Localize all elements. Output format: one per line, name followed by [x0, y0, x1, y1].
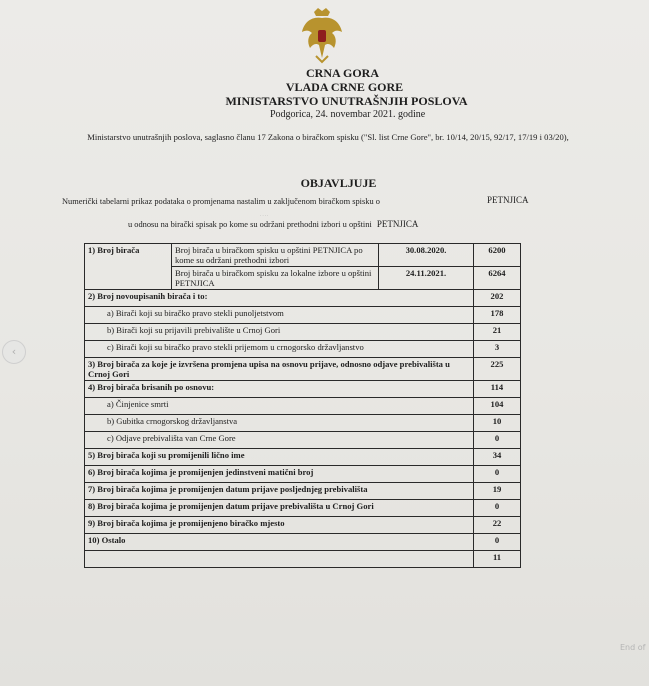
row-4b-label: b) Gubitka crnogorskog državljanstva [85, 415, 474, 432]
row-4a-value: 104 [474, 398, 521, 415]
row-1-date-2: 24.11.2021. [379, 267, 474, 290]
description-line-2: u odnosu na birački spisak po kome su održani prethodni izbori u opštini PETNJICA [128, 219, 419, 229]
row-8-value: 0 [474, 500, 521, 517]
row-2-label: 2) Broj novoupisanih birača i to: [85, 290, 474, 307]
coat-of-arms-icon [300, 6, 344, 64]
row-11-value: 11 [474, 551, 521, 568]
row-3-label: 3) Broj birača za koje je izvršena promjena upisa na osnovu prijave, odnosno odjave prebivališta u Crnoj Gori [85, 358, 474, 381]
row-1-date-1: 30.08.2020. [379, 244, 474, 267]
row-4-value: 114 [474, 381, 521, 398]
country-heading: CRNA GORA [305, 66, 379, 80]
row-5-value: 34 [474, 449, 521, 466]
row-2-value: 202 [474, 290, 521, 307]
document-title: OBJAVLJUJE [300, 176, 377, 190]
row-6-value: 0 [474, 466, 521, 483]
row-11-label [85, 551, 474, 568]
row-1-value-2: 6264 [474, 267, 521, 290]
row-10-label: 10) Ostalo [85, 534, 474, 551]
row-4-label: 4) Broj birača brisanih po osnovu: [85, 381, 474, 398]
row-2c-label: c) Birači koji su biračko pravo stekli prijemom u crnogorsko državljanstvo [85, 341, 474, 358]
row-4a-label: a) Činjenice smrti [85, 398, 474, 415]
row-7-value: 19 [474, 483, 521, 500]
row-1-value-1: 6200 [474, 244, 521, 267]
row-4c-value: 0 [474, 432, 521, 449]
row-5-label: 5) Broj birača koji su promijenili lično ime [85, 449, 474, 466]
intro-paragraph: Ministarstvo unutrašnjih poslova, saglasno članu 17 Zakona o biračkom spisku ("Sl. list Crne Gore", br. 10/14, 20/15, 92/17, 17/19 i 03/20), [87, 132, 569, 142]
end-of-document-label: End of [620, 643, 646, 652]
row-2b-label: b) Birači koji su prijavili prebivalište u Crnoj Gori [85, 324, 474, 341]
row-1-sub-1: Broj birača u biračkom spisku u opštini PETNJICA po kome su održani prethodni izbori [172, 244, 379, 267]
row-9-label: 9) Broj birača kojima je promijenjeno biračko mjesto [85, 517, 474, 534]
municipality-name-2: PETNJICA [376, 219, 419, 229]
row-1-label: 1) Broj birača [85, 244, 172, 290]
voter-statistics-table [84, 243, 521, 568]
row-10-value: 0 [474, 534, 521, 551]
description-line-1: Numerički tabelarni prikaz podataka o promjenama nastalim u zaključenom biračkom spisku o [62, 197, 380, 206]
row-3-value: 225 [474, 358, 521, 381]
row-2a-value: 178 [474, 307, 521, 324]
row-7-label: 7) Broj birača kojima je promijenjen datum prijave posljednjeg prebivališta [85, 483, 474, 500]
row-8-label: 8) Broj birača kojima je promijenjen datum prijave prebivališta u Crnoj Gori [85, 500, 474, 517]
ministry-heading: MINISTARSTVO UNUTRAŠNJIH POSLOVA [225, 94, 468, 108]
document-date: Podgorica, 24. novembar 2021. godine [270, 109, 426, 120]
row-2a-label: a) Birači koji su biračko pravo stekli punoljetstvom [85, 307, 474, 324]
row-4b-value: 10 [474, 415, 521, 432]
row-4c-label: c) Odjave prebivališta van Crne Gore [85, 432, 474, 449]
handwritten-mark: · · · · [260, 213, 269, 218]
previous-page-button[interactable]: ‹ [2, 340, 26, 364]
government-heading: VLADA CRNE GORE [285, 80, 404, 94]
row-1-sub-2: Broj birača u biračkom spisku za lokalne izbore u opštini PETNJICA [172, 267, 379, 290]
row-2b-value: 21 [474, 324, 521, 341]
row-9-value: 22 [474, 517, 521, 534]
row-2c-value: 3 [474, 341, 521, 358]
row-6-label: 6) Broj birača kojima je promijenjen jedinstveni matični broj [85, 466, 474, 483]
municipality-name: PETNJICA [487, 195, 529, 205]
